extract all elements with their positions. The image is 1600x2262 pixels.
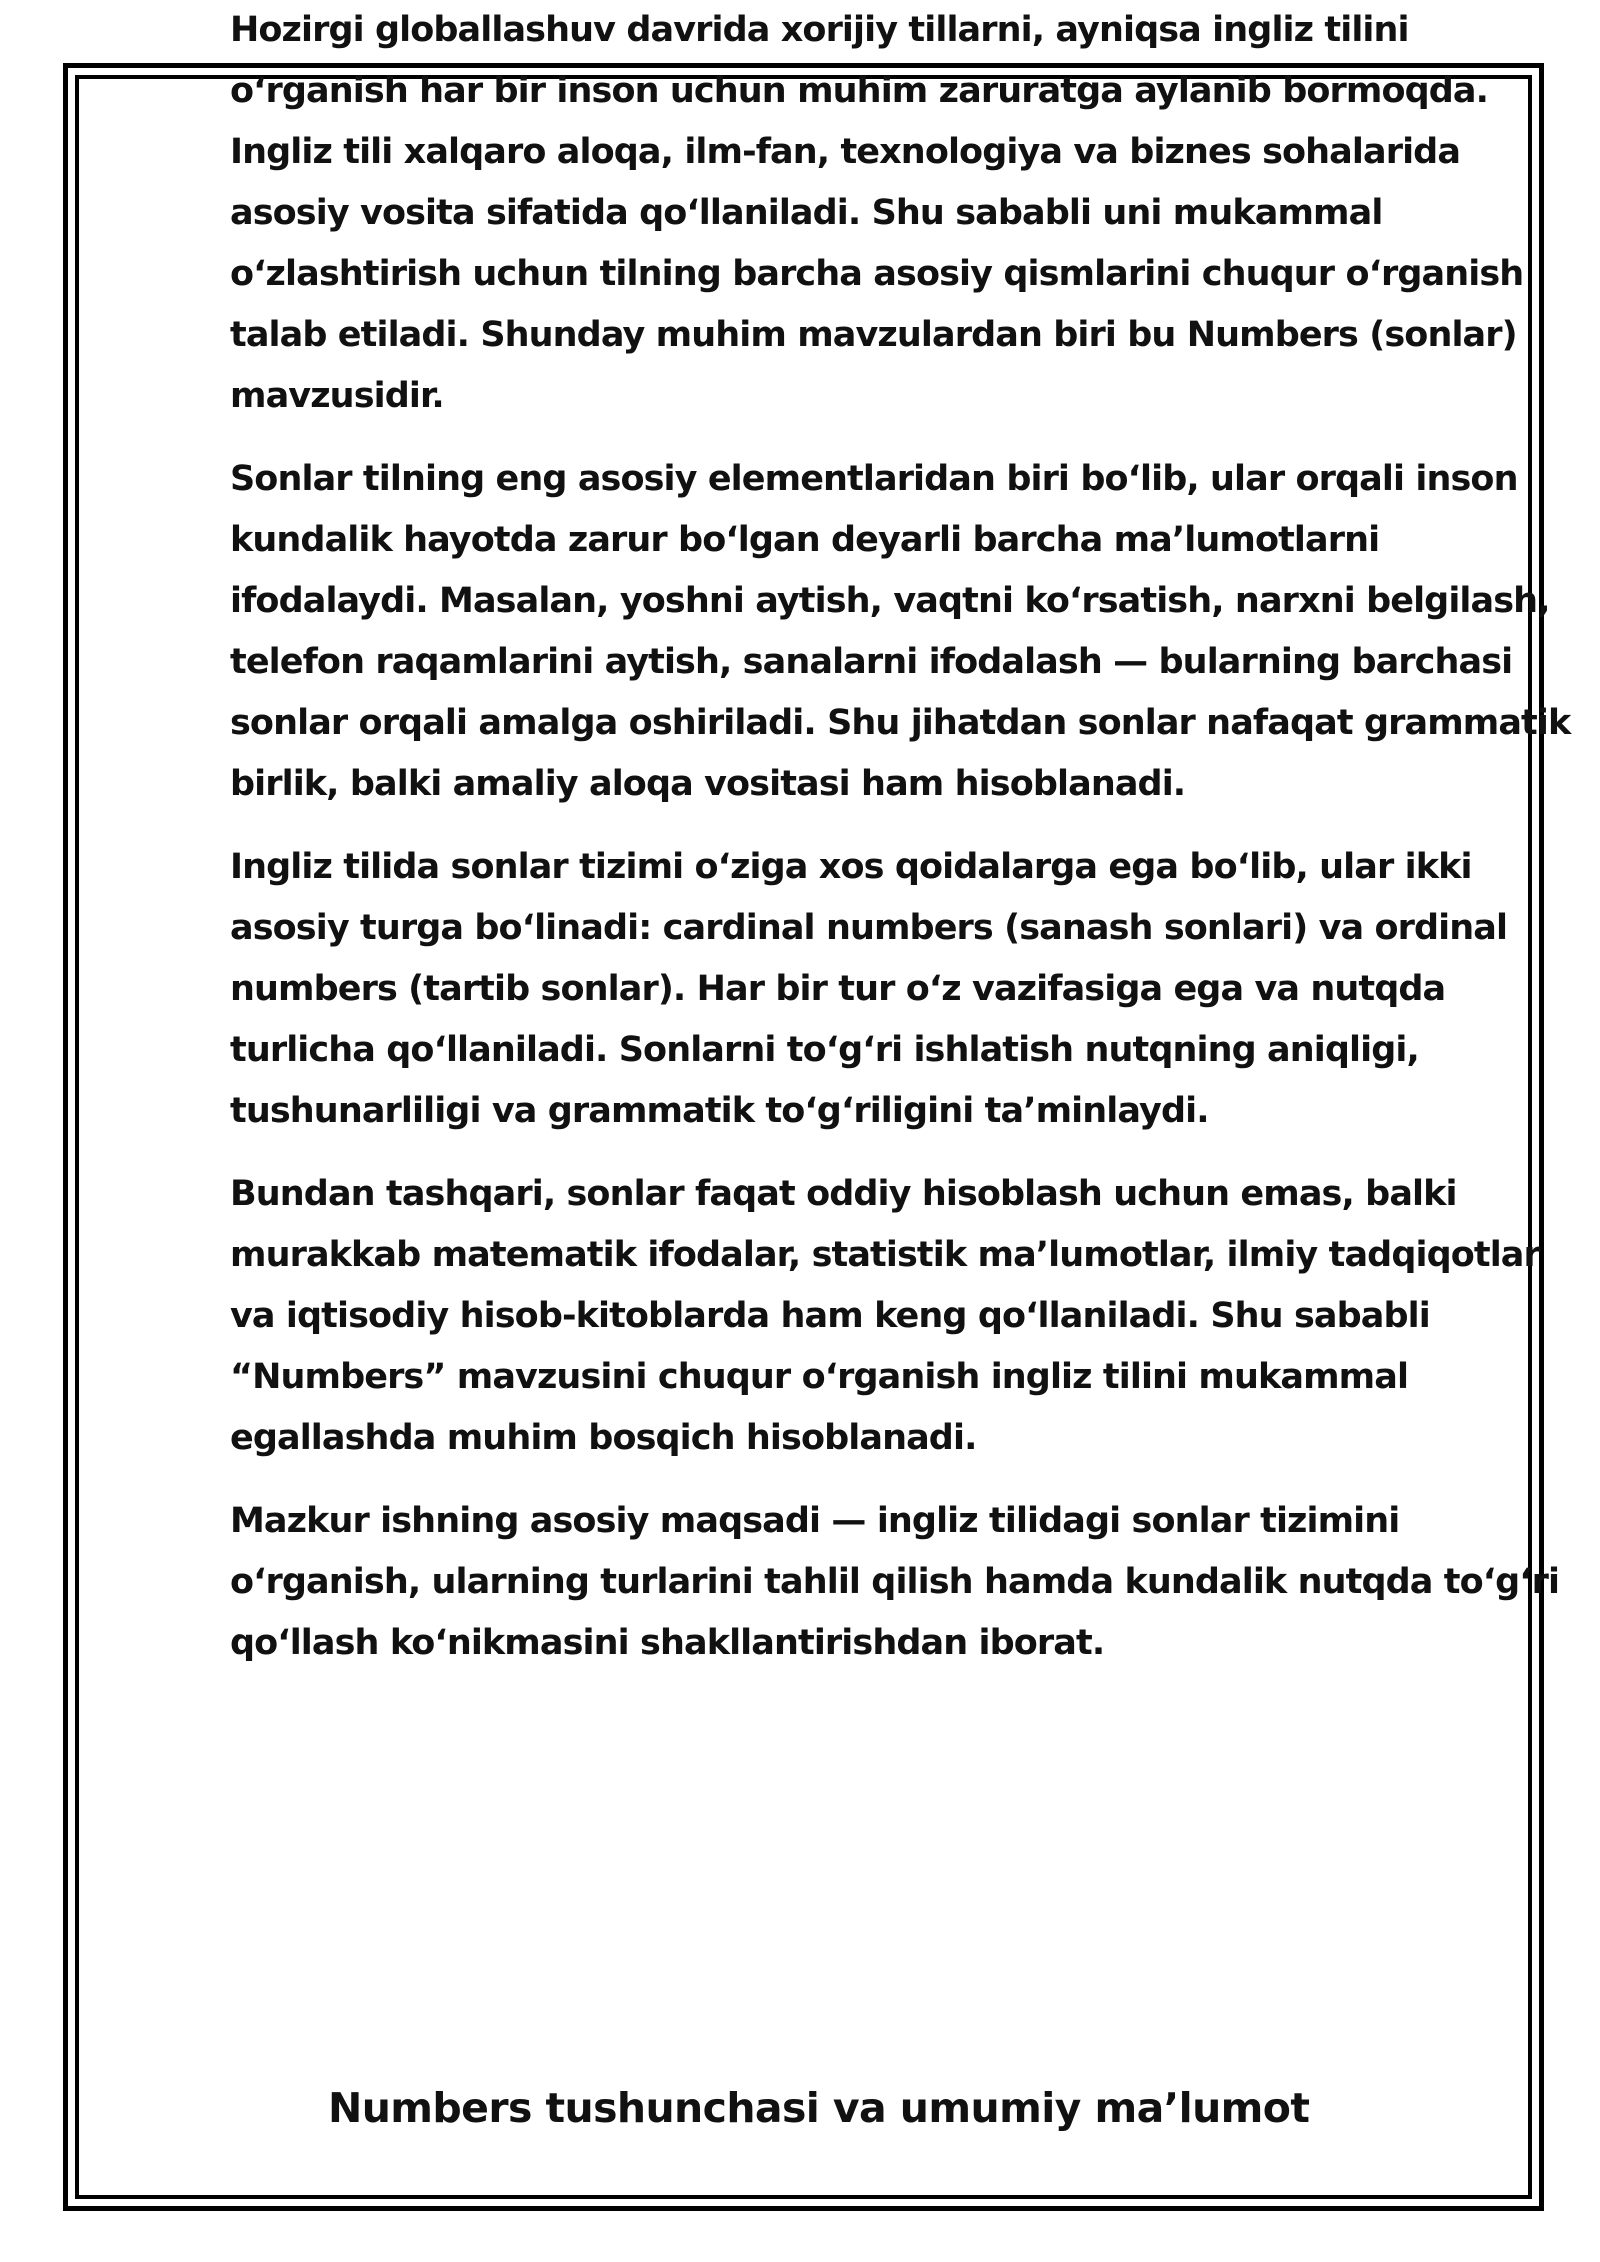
text-line: asosiy turga bo‘linadi: cardinal numbers (sanash sonlari) va ordinal — [230, 908, 1508, 948]
text-line: talab etiladi. Shunday muhim mavzulardan biri bu Numbers (sonlar) — [230, 315, 1517, 355]
text-line: o‘rganish, ularning turlarini tahlil qilish hamda kundalik nutqda to‘g‘ri — [230, 1562, 1560, 1602]
text-line: Bundan tashqari, sonlar faqat oddiy hisoblash uchun emas, balki — [230, 1174, 1457, 1214]
paragraph-goal — [230, 1491, 1560, 1674]
text-line: Hozirgi globallashuv davrida xorijiy tillarni, ayniqsa ingliz tilini — [230, 10, 1409, 50]
section-heading: Numbers tushunchasi va umumiy ma’lumot — [328, 2084, 1310, 2132]
text-line: sonlar orqali amalga oshiriladi. Shu jihatdan sonlar nafaqat grammatik — [230, 703, 1571, 743]
text-line: kundalik hayotda zarur bo‘lgan deyarli barcha ma’lumotlarni — [230, 520, 1380, 560]
text-line: Mazkur ishning asosiy maqsadi — ingliz tilidagi sonlar tizimini — [230, 1501, 1400, 1541]
text-line: numbers (tartib sonlar). Har bir tur o‘z vazifasiga ega va nutqda — [230, 969, 1446, 1009]
document-body — [230, 0, 1571, 1696]
text-line: o‘rganish har bir inson uchun muhim zaruratga aylanib bormoqda. — [230, 71, 1489, 111]
text-line: asosiy vosita sifatida qo‘llaniladi. Shu sababli uni mukammal — [230, 193, 1383, 233]
text-line: “Numbers” mavzusini chuqur o‘rganish ingliz tilini mukammal — [230, 1357, 1409, 1397]
text-line: turlicha qo‘llaniladi. Sonlarni to‘g‘ri ishlatish nutqning aniqligi, — [230, 1030, 1419, 1070]
text-line: telefon raqamlarini aytish, sanalarni ifodalash — bularning barchasi — [230, 642, 1513, 682]
text-line: mavzusidir. — [230, 376, 444, 416]
paragraph-number-types — [230, 837, 1530, 1142]
text-line: Ingliz tili xalqaro aloqa, ilm-fan, texnologiya va biznes sohalarida — [230, 132, 1461, 172]
text-line: ifodalaydi. Masalan, yoshni aytish, vaqtni ko‘rsatish, narxni belgilash, — [230, 581, 1550, 621]
text-line: qo‘llash ko‘nikmasini shakllantirishdan iborat. — [230, 1623, 1105, 1663]
text-line: va iqtisodiy hisob-kitoblarda ham keng qo‘llaniladi. Shu sababli — [230, 1296, 1430, 1336]
paragraph-usage — [230, 1164, 1540, 1469]
paragraph-numbers-role — [230, 449, 1571, 815]
text-line: o‘zlashtirish uchun tilning barcha asosiy qismlarini chuqur o‘rganish — [230, 254, 1524, 294]
text-line: birlik, balki amaliy aloqa vositasi ham hisoblanadi. — [230, 764, 1186, 804]
text-line: Sonlar tilning eng asosiy elementlaridan biri bo‘lib, ular orqali inson — [230, 459, 1518, 499]
text-line: egallashda muhim bosqich hisoblanadi. — [230, 1418, 977, 1458]
text-line: tushunarliligi va grammatik to‘g‘riligini ta’minlaydi. — [230, 1091, 1209, 1131]
text-line: murakkab matematik ifodalar, statistik ma’lumotlar, ilmiy tadqiqotlar — [230, 1235, 1540, 1275]
text-line: Ingliz tilida sonlar tizimi o‘ziga xos qoidalarga ega bo‘lib, ular ikki — [230, 847, 1472, 887]
paragraph-intro — [230, 0, 1530, 427]
